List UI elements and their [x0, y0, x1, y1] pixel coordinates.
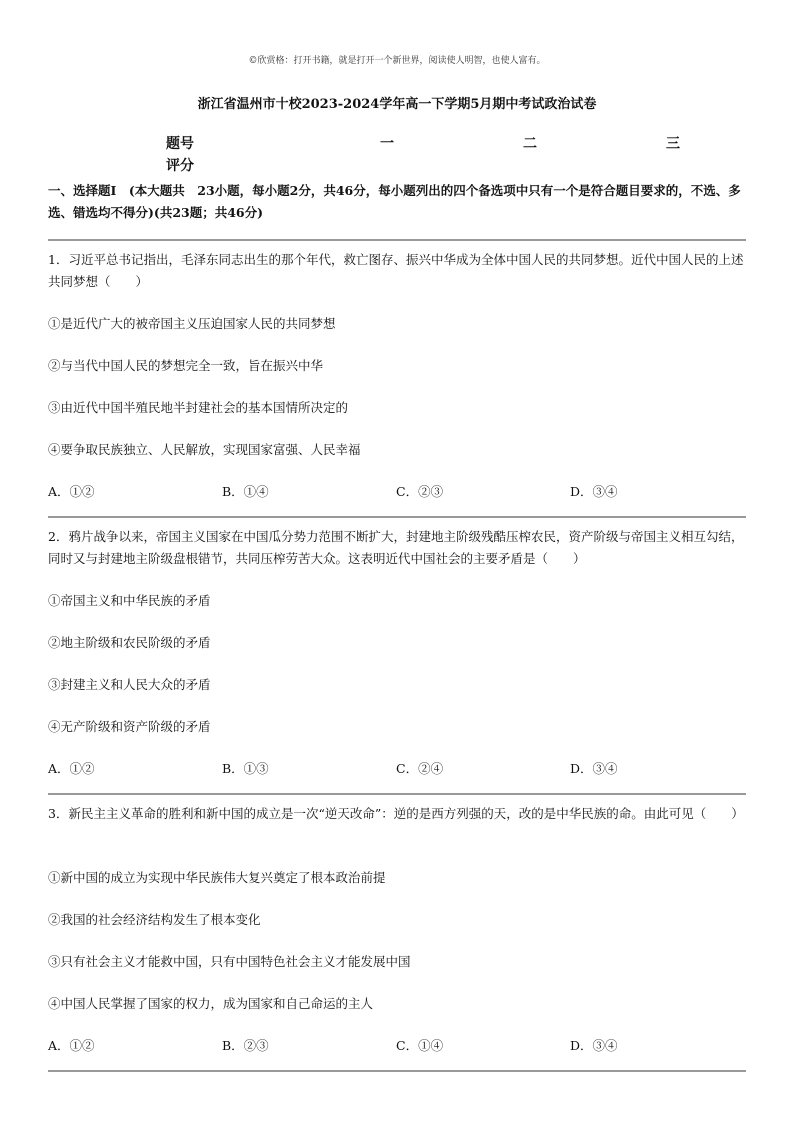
header-motto: ©欣赏格：打开书籍，就是打开一个新世界，阅读使人明智，也使人富有。 — [248, 56, 546, 66]
divider — [48, 793, 746, 795]
choice-c: C．①④ — [396, 1038, 444, 1053]
question-stem: 1．习近平总书记指出，毛泽东同志出生的那个年代，救亡图存、振兴中华成为全体中国人民的共同梦想。近代中国人民的上述共同梦想（ ） — [48, 252, 744, 289]
choice-a: A．①② — [48, 761, 95, 776]
question-1 — [48, 249, 746, 509]
divider — [48, 239, 746, 241]
choice-a: A．①② — [48, 1038, 95, 1053]
choice-c: C．②④ — [396, 761, 444, 776]
score-row-label-score: 评分 — [166, 158, 194, 174]
choice-a: A．①② — [48, 484, 95, 499]
question-option: ③只有社会主义才能救中国，只有中国特色社会主义才能发展中国 — [48, 954, 411, 969]
question-option: ①新中国的成立为实现中华民族伟大复兴奠定了根本政治前提 — [48, 870, 386, 885]
question-option: ②我国的社会经济结构发生了根本变化 — [48, 912, 261, 927]
score-row-header — [166, 133, 706, 155]
answer-choices — [48, 481, 746, 501]
question-option: ①是近代广大的被帝国主义压迫国家人民的共同梦想 — [48, 316, 336, 331]
score-table — [166, 133, 706, 177]
question-stem: 2．鸦片战争以来，帝国主义国家在中国瓜分势力范围不断扩大，封建地主阶级残酷压榨农民，资产阶级与帝国主义相互勾结，同时又与封建地主阶级盘根错节，共同压榨劳苦大众。这表明近代中国社会的主要矛盾是（ ） — [48, 529, 744, 566]
section-heading: 一、选择题Ⅰ (本大题共 23小题，每小题2分，共46分，每小题列出的四个备选项中只有一个是符合题目要求的，不选、多选、错选均不得分)(共23题；共46分) — [48, 183, 741, 220]
question-option: ③由近代中国半殖民地半封建社会的基本国情所决定的 — [48, 400, 349, 415]
question-option: ②地主阶级和农民阶级的矛盾 — [48, 635, 211, 650]
choice-c: C．②③ — [396, 484, 444, 499]
choice-b: B．①④ — [222, 484, 269, 499]
question-option: ①帝国主义和中华民族的矛盾 — [48, 593, 211, 608]
question-option: ③封建主义和人民大众的矛盾 — [48, 677, 211, 692]
question-option: ②与当代中国人民的梦想完全一致，旨在振兴中华 — [48, 358, 324, 373]
divider — [48, 516, 746, 518]
question-2 — [48, 526, 746, 786]
question-option: ④中国人民掌握了国家的权力，成为国家和自己命运的主人 — [48, 996, 374, 1011]
choice-b: B．②③ — [222, 1038, 269, 1053]
score-column-1: 一 — [380, 136, 394, 152]
choice-d: D．③④ — [570, 1038, 618, 1053]
question-3 — [48, 803, 746, 1063]
choice-b: B．①③ — [222, 761, 269, 776]
divider — [48, 1070, 746, 1072]
score-row-label-question-number: 题号 — [166, 136, 194, 152]
choice-d: D．③④ — [570, 484, 618, 499]
question-stem: 3．新民主主义革命的胜利和新中国的成立是一次“逆天改命”：逆的是西方列强的天，改的是中华民族的命。由此可见（ ） — [48, 806, 744, 821]
answer-choices — [48, 758, 746, 778]
score-column-3: 三 — [666, 136, 680, 152]
question-option: ④要争取民族独立、人民解放，实现国家富强、人民幸福 — [48, 442, 361, 457]
score-column-2: 二 — [523, 136, 537, 152]
question-option: ④无产阶级和资产阶级的矛盾 — [48, 719, 211, 734]
choice-d: D．③④ — [570, 761, 618, 776]
score-row-score — [166, 155, 706, 177]
exam-title: 浙江省温州市十校2023-2024学年高一下学期5月期中考试政治试卷 — [197, 97, 597, 112]
answer-choices — [48, 1035, 746, 1055]
